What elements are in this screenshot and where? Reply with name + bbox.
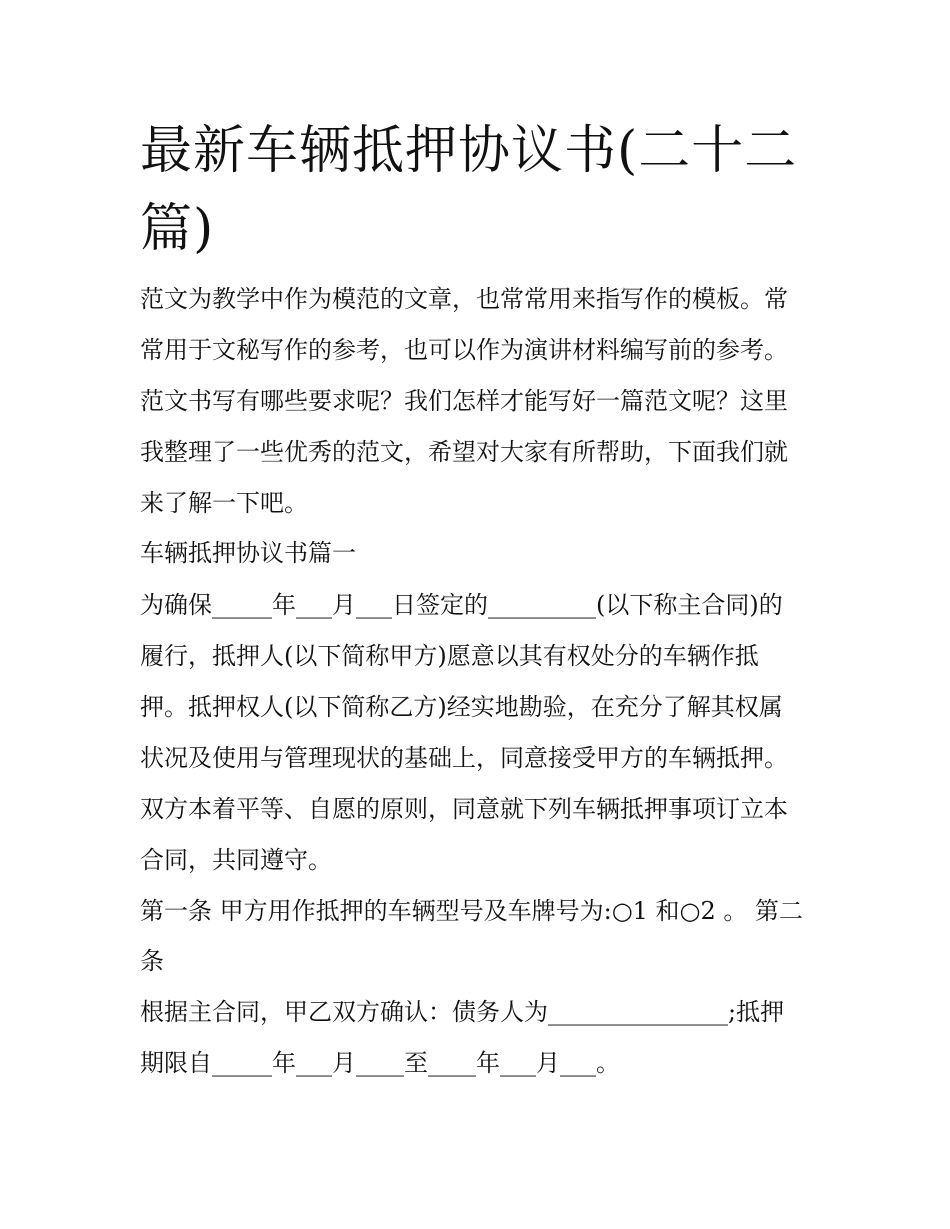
body-line-4: 状况及使用与管理现状的基础上，同意接受甲方的车辆抵押。 (140, 744, 788, 772)
body-line-2: 履行，抵押人(以下简称甲方)愿意以其有权处分的车辆作抵 (140, 642, 759, 670)
section-heading: 车辆抵押协议书篇一 (140, 539, 356, 567)
intro-line-4: 我整理了一些优秀的范文，希望对大家有所帮助，下面我们就 (140, 438, 788, 466)
body-line-6: 合同，共同遵守。 (140, 846, 332, 874)
body-line-1: 为确保_____年___月___日签定的_________(以下称主合同)的 (140, 591, 783, 619)
body-line-7: 第一条 甲方用作抵押的车辆型号及车牌号为:○1 和○2 。 第二 (140, 897, 804, 925)
intro-line-5: 来了解一下吧。 (140, 489, 308, 517)
intro-line-2: 常用于文秘写作的参考，也可以作为演讲材料编写前的参考。 (140, 336, 788, 364)
body-line-3: 押。抵押权人(以下简称乙方)经实地勘验，在充分了解其权属 (140, 693, 783, 721)
document-title: 最新车辆抵押协议书(二十二篇) (140, 121, 798, 259)
body-line-9: 根据主合同，甲乙双方确认：债务人为_______________;抵押 (140, 998, 785, 1026)
body-line-5: 双方本着平等、自愿的原则，同意就下列车辆抵押事项订立本 (140, 795, 788, 823)
body-line-8: 条 (140, 947, 164, 975)
intro-line-1: 范文为教学中作为模范的文章，也常常用来指写作的模板。常 (140, 285, 788, 313)
body-line-10: 期限自_____年___月____至____年___月___。 (140, 1049, 620, 1077)
intro-line-3: 范文书写有哪些要求呢？我们怎样才能写好一篇范文呢？这里 (140, 387, 788, 415)
